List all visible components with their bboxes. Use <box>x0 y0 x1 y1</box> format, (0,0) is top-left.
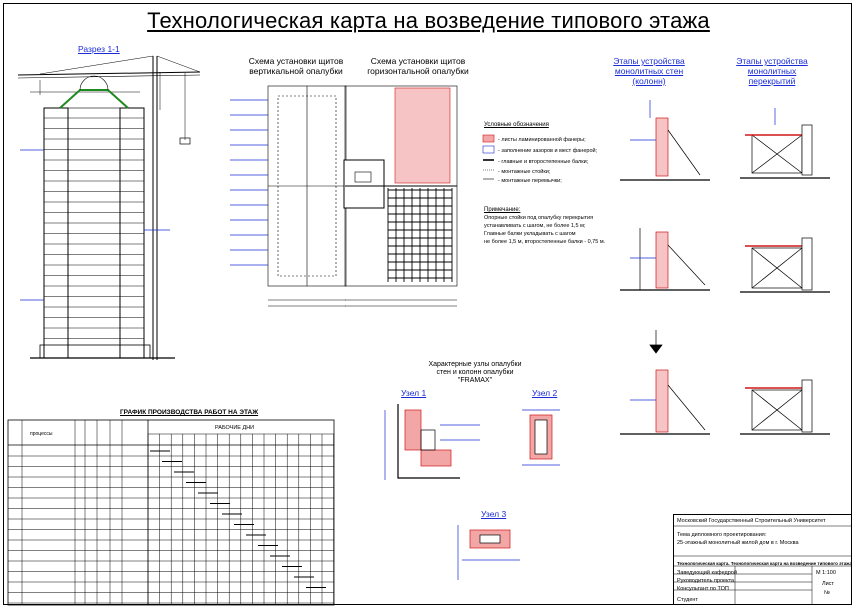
stamp-consult: Консультант по ТОП <box>677 586 729 592</box>
legend-item: - монтажные стойки; <box>498 169 551 175</box>
horizontal-scheme-drawing <box>344 86 457 306</box>
stamp-sheet: Лист <box>822 581 834 587</box>
horizontal-scheme-title: Схема установки щитов горизонтальной опалубки <box>367 56 469 76</box>
stamp-sheet-title: Технологическая карта. Технологическая карта на возведение типового этажа <box>677 561 852 566</box>
stamp-number: № <box>824 590 830 596</box>
legend-item: - монтажные перемычки; <box>498 178 562 184</box>
stamp-topic2: 25-этажный монолитный жилой дом в г. Москва <box>677 540 799 546</box>
node1-label: Узел 1 <box>401 388 427 398</box>
note-line: устанавливать с шагом, не более 1,5 м; <box>484 223 586 229</box>
legend-title: Условные обозначения <box>484 122 549 128</box>
nodes-title-line: "FRAMAX" <box>457 377 493 384</box>
gantt-chart <box>8 420 334 605</box>
legend-item: - главные и второстепенные балки; <box>498 159 589 165</box>
note-title: Примечание: <box>484 207 521 213</box>
wall-stages-drawing <box>620 100 710 434</box>
note-line: Опорные стойки под опалубку перекрытия <box>484 215 594 221</box>
slabs-stages-title: Этапы устройства монолитных перекрытий <box>736 56 808 86</box>
legend-item: - листы ламинированной фанеры; <box>498 137 586 143</box>
page-title: Технологическая карта на возведение типового этажа <box>147 8 710 33</box>
gantt-title: ГРАФИК ПРОИЗВОДСТВА РАБОТ НА ЭТАЖ <box>120 409 259 416</box>
node2-label: Узел 2 <box>532 388 558 398</box>
note-line: не более 1,5 м, второстепенные балки - 0,75 м. <box>484 239 606 245</box>
nodes-title-line: стен и колонн опалубки <box>436 369 514 376</box>
stamp-head: Заведующий кафедрой <box>677 570 737 576</box>
stamp-scale: М 1:100 <box>816 570 836 576</box>
gantt-days-header: РАБОЧИЕ ДНИ <box>215 425 255 431</box>
section-label: Разрез 1-1 <box>78 44 120 54</box>
stamp-student: Студент <box>677 597 698 603</box>
legend-item: - заполнение зазоров и мест фанерой; <box>498 148 598 154</box>
nodes-title-line: Характерные узлы опалубки <box>428 361 522 368</box>
legend-symbols <box>483 135 494 179</box>
slab-stages-drawing <box>740 108 830 434</box>
vertical-scheme-drawing <box>230 86 346 306</box>
vertical-scheme-title: Схема установки щитов вертикальной опалубки <box>248 56 344 76</box>
node-drawings <box>385 404 560 580</box>
stamp-topic1: Тема дипломного проектирования: <box>677 532 767 538</box>
walls-stages-title: Этапы устройства монолитных стен (колонн) <box>613 56 685 86</box>
note-line: Главные балки укладывать с шагом <box>484 231 576 237</box>
gantt-process-header: процессы <box>30 431 53 437</box>
title-block <box>673 514 852 605</box>
stamp-lead: Руководитель проекта <box>677 578 735 584</box>
stamp-university: Московский Государственный Строительный Университет <box>677 518 826 524</box>
section-drawing <box>18 56 200 360</box>
node3-label: Узел 3 <box>481 509 507 519</box>
